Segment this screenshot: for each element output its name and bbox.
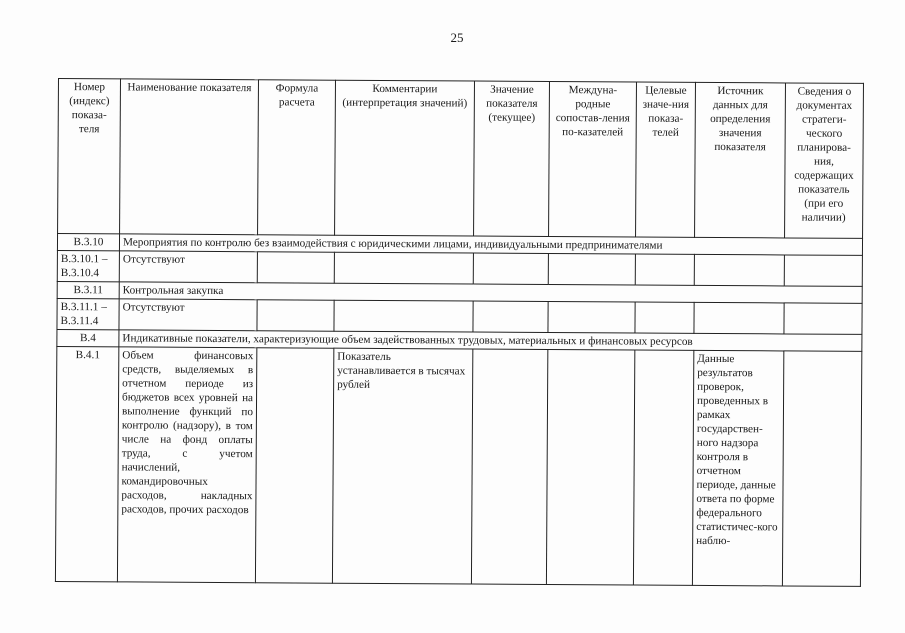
empty-cell [334, 300, 473, 332]
section-title: Контрольная закупка [119, 282, 862, 304]
page-number: 25 [450, 30, 464, 45]
header-cell-index: Номер (индекс) показа-теля [58, 79, 121, 234]
empty-cell [635, 302, 694, 333]
empty-cell [548, 253, 635, 285]
table-header-row [58, 79, 864, 239]
empty-cell [782, 351, 861, 586]
header-cell-international: Междуна-родные сопостав-ления по-казателей [549, 82, 637, 238]
row-name: Объем финансовых средств, выделяемых в отчетном периоде из бюджетов всех уровней на выполнение функций по контролю (надзору), в том числе на фонд оплаты труда, с учетом начислений, командировочных расходов, накладных расходов, прочих расходов [117, 347, 256, 583]
empty-cell [694, 302, 784, 334]
empty-cell [471, 349, 547, 584]
empty-cell [255, 348, 333, 583]
empty-cell [334, 252, 473, 284]
indicator-table [55, 78, 864, 587]
empty-cell [784, 303, 862, 334]
empty-cell [635, 254, 694, 285]
empty-cell [546, 349, 634, 585]
row-index: В.4.1 [55, 346, 118, 581]
row-index: В.3.11.1 – В.3.11.4 [57, 298, 119, 329]
header-cell-value: Значение показателя (текущее) [474, 81, 550, 236]
header-cell-source: Источник данных для определения значения показателя [695, 82, 786, 238]
empty-cell [633, 350, 693, 585]
row-name: Отсутствуют [119, 299, 257, 331]
empty-cell [473, 301, 548, 332]
section-title: Мероприятия по контролю без взаимодействия с юридическими лицами, индивидуальными предпринимателями [119, 234, 862, 256]
section-title: Индикативные показатели, характеризующие объем задействованных трудовых, материальных и финансовых ресурсов [119, 330, 862, 352]
row-index: В.3.10 [57, 234, 119, 251]
row-index: В.3.11 [57, 281, 119, 298]
header-cell-name: Наименование показателя [120, 79, 259, 235]
row-comment: Показатель устанавливается в тысячах рублей [332, 348, 472, 584]
table-row [55, 346, 861, 586]
empty-cell [548, 301, 635, 333]
empty-cell [784, 255, 862, 286]
empty-cell [257, 252, 334, 283]
row-index: В.4 [57, 329, 119, 346]
table-row [57, 250, 862, 286]
table-row [57, 298, 862, 334]
indicator-table-wrapper [55, 78, 864, 587]
empty-cell [473, 253, 548, 284]
empty-cell [257, 300, 334, 331]
header-cell-strategic-docs: Сведения о документах стратеги-ческого планирова-ния, содержащих показатель (при его наличии) [785, 83, 864, 238]
header-cell-formula: Формула расчета [258, 80, 336, 235]
empty-cell [694, 254, 784, 286]
row-source: Данные результатов проверок, проведенных в рамках государствен-ного надзора контроля в отчетном периоде, данные ответа по форме федерального статистичес-кого наблю- [692, 350, 783, 586]
header-cell-comments: Комментарии (интерпретация значений) [335, 80, 475, 236]
row-name: Отсутствуют [119, 251, 257, 283]
row-index: В.3.10.1 – В.3.10.4 [57, 250, 119, 281]
header-cell-targets: Целевые значе-ния показа-телей [636, 82, 696, 237]
